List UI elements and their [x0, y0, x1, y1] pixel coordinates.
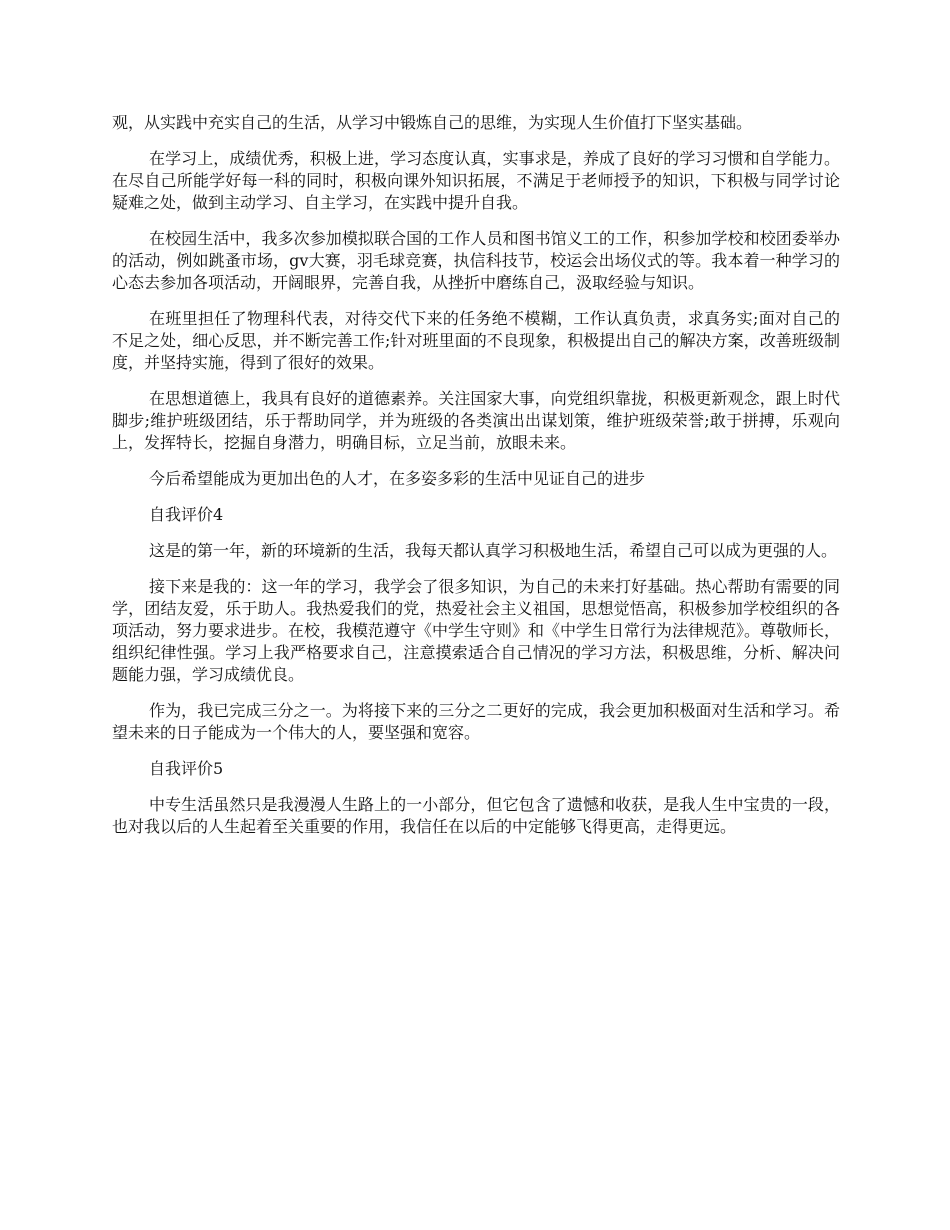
paragraph-future-hope: 今后希望能成为更加出色的人才，在多姿多彩的生活中见证自己的进步 [149, 469, 646, 488]
paragraph-year-review: 接下来是我的：这一年的学习，我学会了很多知识，为自己的未来打好基础。热心帮助有需要的同学，团结友爱，乐于助人。我热爱我们的党，热爱社会主义祖国，思想觉悟高，积极参加学校组织的各项活动，努力要求进步。在校，我模范遵守《中学生守则》和《中学生日常行为法律规范》。尊敬师长，组织纪律性强。学习上我严格要求自己，注意摸索适合自己情况的学习方法，积极思维，分析、解决问题能力强，学习成绩优良。 [112, 577, 841, 684]
section-heading-4: 自我评价4 [149, 505, 224, 524]
paragraph-study: 在学习上，成绩优秀，积极上进，学习态度认真，实事求是，养成了良好的学习习惯和自学能力。在尽自己所能学好每一科的同时，积极向课外知识拓展，不满足于老师授予的知识，下积极与同学讨论疑难之处，做到主动学习、自主学习，在实践中提升自我。 [112, 149, 840, 212]
paragraph-class-rep: 在班里担任了物理科代表，对待交代下来的任务绝不模糊，工作认真负责，求真务实;面对自己的不足之处，细心反思，并不断完善工作;针对班里面的不良现象，积极提出自己的解决方案，改善班级制度，并坚持实施，得到了很好的效果。 [112, 309, 840, 372]
paragraph-continuation: 观，从实践中充实自己的生活，从学习中锻炼自己的思维，为实现人生价值打下坚实基础。 [112, 113, 753, 132]
paragraph-morality: 在思想道德上，我具有良好的道德素养。关注国家大事，向党组织靠拢，积极更新观念，跟上时代脚步;维护班级团结，乐于帮助同学，并为班级的各类演出出谋划策，维护班级荣誉;敢于拼搏，乐观向上，发挥特长，挖掘自身潜力，明确目标，立足当前，放眼未来。 [112, 389, 840, 452]
paragraph-one-third: 作为，我已完成三分之一。为将接下来的三分之二更好的完成，我会更加积极面对生活和学习。希望未来的日子能成为一个伟大的人，要坚强和宽容。 [112, 701, 840, 742]
document-page [112, 112, 840, 852]
section-heading-5: 自我评价5 [149, 759, 224, 778]
paragraph-vocational-life: 中专生活虽然只是我漫漫人生路上的一小部分，但它包含了遗憾和收获，是我人生中宝贵的一段，也对我以后的人生起着至关重要的作用，我信任在以后的中定能够飞得更高，走得更远。 [112, 795, 840, 836]
paragraph-campus-life: 在校园生活中，我多次参加模拟联合国的工作人员和图书馆义工的工作，积参加学校和校团委举办的活动，例如跳蚤市场，gv大赛，羽毛球竞赛，执信科技节，校运会出场仪式的等。我本着一种学习的心态去参加各项活动，开阔眼界，完善自我，从挫折中磨练自己，汲取经验与知识。 [112, 229, 840, 292]
paragraph-first-year: 这是的第一年，新的环境新的生活，我每天都认真学习积极地生活，希望自己可以成为更强的人。 [149, 541, 838, 560]
